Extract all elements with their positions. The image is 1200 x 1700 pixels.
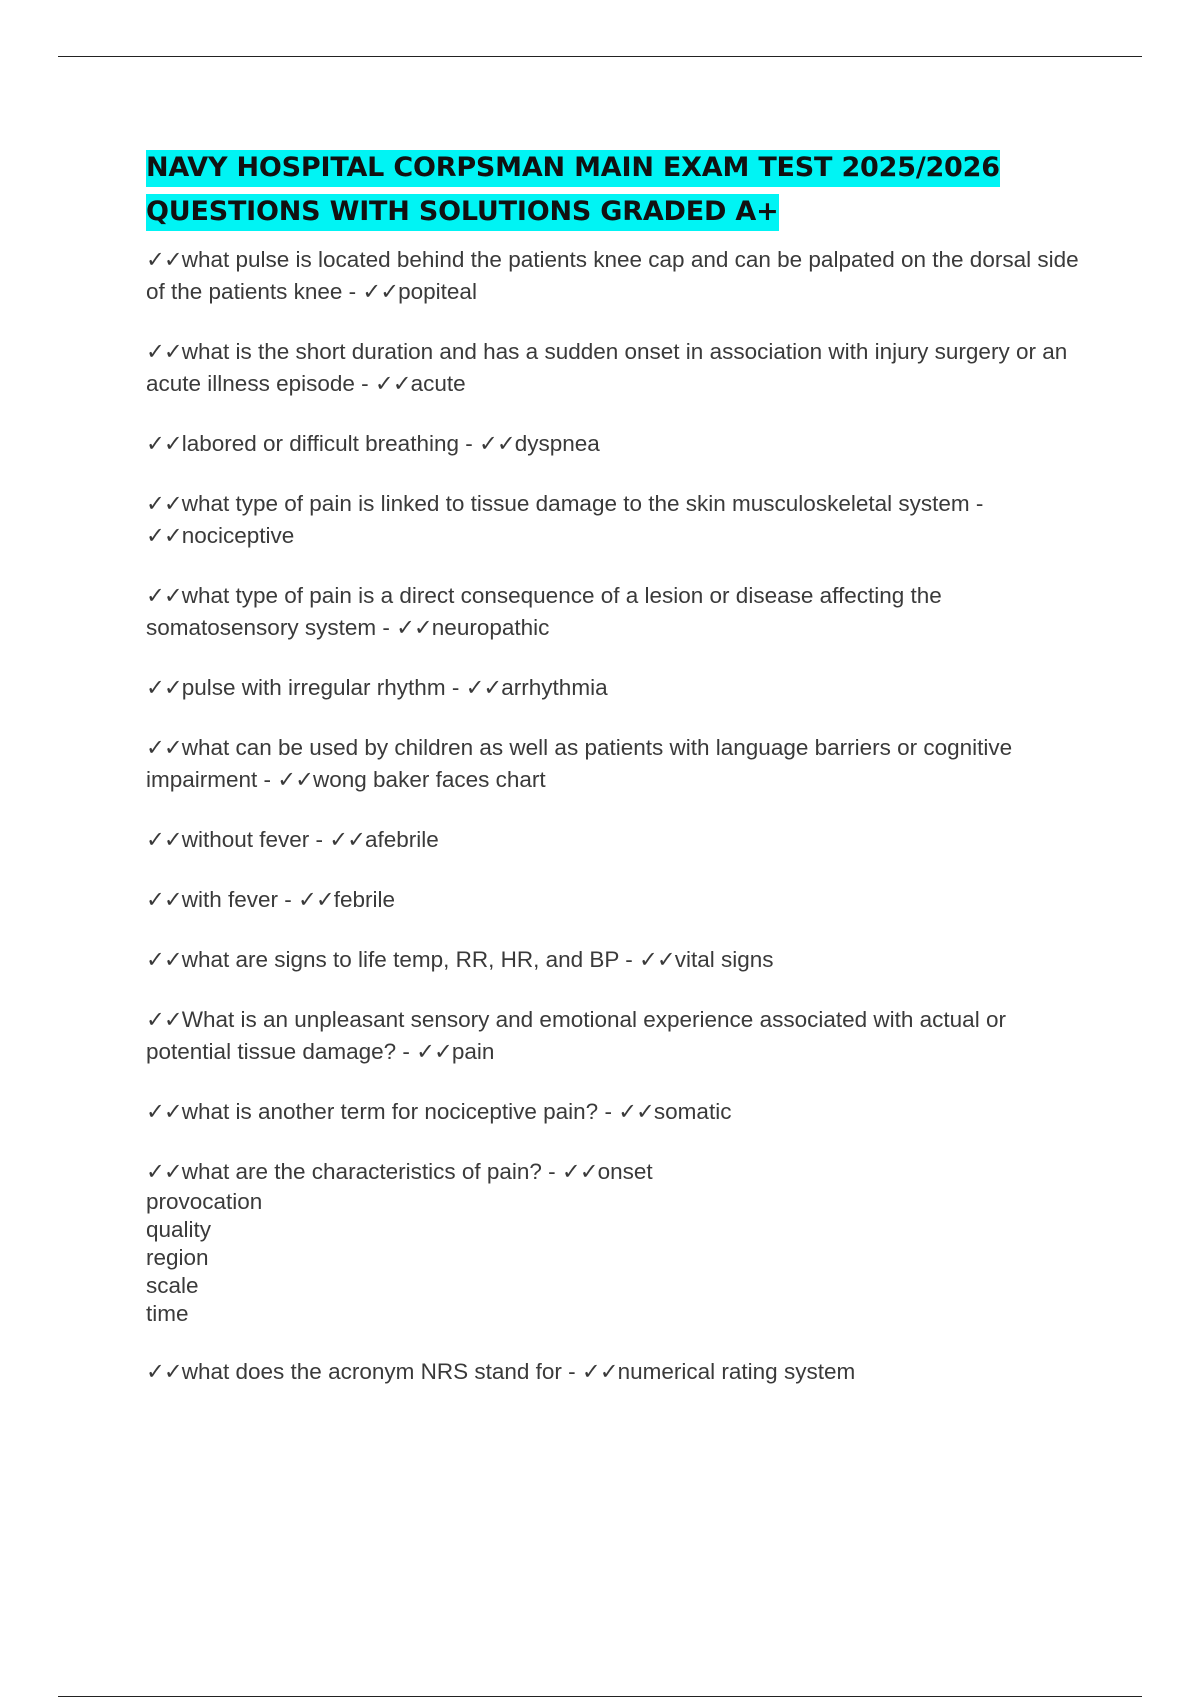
question-check-mark: ✓✓ [146, 247, 182, 272]
qa-item [146, 732, 1096, 796]
answer-check-mark: ✓✓ [561, 1159, 598, 1184]
answer-check-mark: ✓✓ [329, 827, 365, 852]
qa-item [146, 944, 1096, 976]
question-check-mark: ✓✓ [146, 1007, 182, 1032]
answer-check-mark: ✓✓ [298, 887, 334, 912]
question-check-mark: ✓✓ [146, 583, 182, 608]
question-text: without fever [181, 827, 310, 852]
question-text: what type of pain is linked to tissue damage to the skin musculoskeletal system [181, 491, 970, 516]
answer-text: onset [597, 1159, 653, 1184]
qa-item [146, 884, 1096, 916]
qa-item [146, 824, 1096, 856]
document-body [146, 146, 1096, 1388]
answer-text: dyspnea [514, 431, 600, 456]
separator: - [309, 827, 330, 852]
qa-item [146, 1356, 1096, 1388]
separator: - [598, 1099, 619, 1124]
question-check-mark: ✓✓ [146, 1099, 182, 1124]
question-text: what are signs to life temp, RR, HR, and BP [181, 947, 619, 972]
answer-text: nociceptive [181, 523, 295, 548]
answer-check-mark: ✓✓ [362, 279, 399, 304]
answer-check-mark: ✓✓ [465, 675, 502, 700]
question-text: what is another term for nociceptive pain? [181, 1099, 599, 1124]
question-check-mark: ✓✓ [146, 491, 182, 516]
question-check-mark: ✓✓ [146, 431, 182, 456]
question-text: what are the characteristics of pain? [181, 1159, 542, 1184]
document-title [146, 146, 1096, 234]
question-text: what can be used by children as well as patients with language barriers or cognitive impairment [146, 735, 1013, 792]
separator: - [458, 431, 479, 456]
answer-extra-line: scale [146, 1273, 199, 1298]
qa-item [146, 336, 1096, 400]
answer-text: popiteal [398, 279, 477, 304]
question-text: what type of pain is a direct consequence of a lesion or disease affecting the somatosensory system [146, 583, 942, 640]
answer-check-mark: ✓✓ [146, 523, 182, 548]
answer-check-mark: ✓✓ [374, 371, 411, 396]
answer-check-mark: ✓✓ [416, 1039, 452, 1064]
separator: - [969, 491, 984, 516]
qa-item [146, 1004, 1096, 1068]
separator: - [257, 767, 278, 792]
answer-extra-line: provocation [146, 1189, 263, 1214]
separator: - [376, 615, 397, 640]
answer-text: acute [410, 371, 466, 396]
answer-text: afebrile [365, 827, 439, 852]
answer-text: arrhythmia [501, 675, 608, 700]
separator: - [619, 947, 639, 972]
qa-item [146, 580, 1096, 644]
question-text: what pulse is located behind the patients knee cap and can be palpated on the dorsal side of the patients knee [146, 247, 1079, 304]
title-highlight: NAVY HOSPITAL CORPSMAN MAIN EXAM TEST 2025/2026 QUESTIONS WITH SOLUTIONS GRADED A+ [146, 150, 1000, 231]
footer-rule [58, 1696, 1142, 1697]
answer-text: febrile [333, 887, 396, 912]
question-text: labored or difficult breathing [181, 431, 459, 456]
qa-item [146, 488, 1096, 552]
question-check-mark: ✓✓ [146, 735, 182, 760]
question-check-mark: ✓✓ [146, 675, 182, 700]
answer-text: neuropathic [431, 615, 550, 640]
question-text: with fever [181, 887, 279, 912]
separator: - [278, 887, 299, 912]
question-text: pulse with irregular rhythm [181, 675, 446, 700]
answer-text: wong baker faces chart [313, 767, 546, 792]
answer-text: vital signs [674, 947, 774, 972]
question-check-mark: ✓✓ [146, 1159, 182, 1184]
answer-check-mark: ✓✓ [581, 1359, 618, 1384]
answer-extra-line: time [146, 1301, 189, 1326]
qa-item [146, 1156, 1096, 1328]
question-check-mark: ✓✓ [146, 887, 182, 912]
question-text: what is the short duration and has a sudden onset in association with injury surgery or an acute illness episode [146, 339, 1068, 396]
answer-check-mark: ✓✓ [277, 767, 313, 792]
qa-item [146, 672, 1096, 704]
answer-text: pain [451, 1039, 495, 1064]
separator: - [561, 1359, 582, 1384]
answer-check-mark: ✓✓ [618, 1099, 654, 1124]
answer-extra-line: quality [146, 1217, 212, 1242]
answer-text: numerical rating system [617, 1359, 856, 1384]
separator: - [342, 279, 363, 304]
answer-extra-line: region [146, 1245, 209, 1270]
answer-check-mark: ✓✓ [396, 615, 432, 640]
question-check-mark: ✓✓ [146, 947, 182, 972]
qa-item [146, 244, 1096, 308]
separator: - [396, 1039, 417, 1064]
separator: - [354, 371, 375, 396]
question-text: What is an unpleasant sensory and emotional experience associated with actual or potential tissue damage? [146, 1007, 1006, 1064]
separator: - [445, 675, 466, 700]
question-check-mark: ✓✓ [146, 827, 182, 852]
answer-text: somatic [653, 1099, 732, 1124]
separator: - [541, 1159, 562, 1184]
qa-item [146, 428, 1096, 460]
header-rule [58, 56, 1142, 57]
question-check-mark: ✓✓ [146, 1359, 182, 1384]
answer-check-mark: ✓✓ [639, 947, 675, 972]
answer-check-mark: ✓✓ [478, 431, 515, 456]
qa-item [146, 1096, 1096, 1128]
question-text: what does the acronym NRS stand for [181, 1359, 562, 1384]
qa-list [146, 244, 1096, 1388]
question-check-mark: ✓✓ [146, 339, 182, 364]
